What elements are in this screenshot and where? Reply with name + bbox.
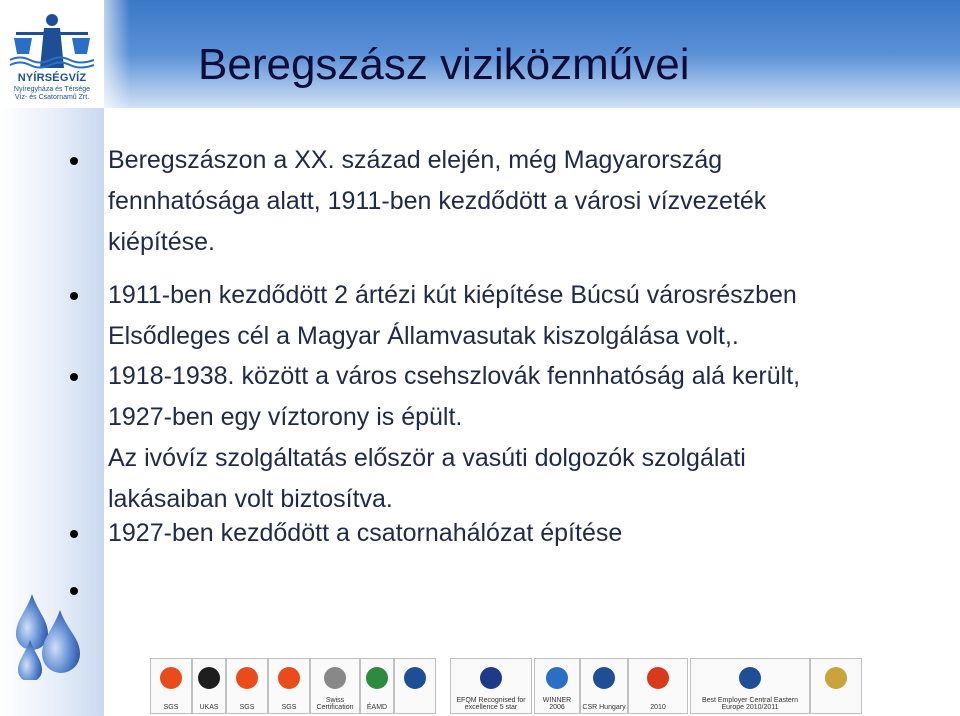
bullet-text-line: Elsődleges cél a Magyar Államvasutak kiszolgálása volt,. bbox=[108, 322, 739, 350]
bullet-text-line: kiépítése. bbox=[108, 228, 216, 256]
cert-mark bbox=[647, 667, 669, 689]
cert-mark bbox=[404, 667, 426, 689]
best-employer-icon bbox=[690, 658, 810, 714]
bullet-dot-icon bbox=[70, 530, 78, 538]
bullet-text-line: Beregszászon a XX. század elején, még Magyarország bbox=[108, 146, 723, 174]
logo-subtitle-line1: Nyíregyháza és Térsége bbox=[13, 86, 91, 93]
cert-mark bbox=[160, 667, 182, 689]
bullet-text-line: lakásaiban volt biztosítva. bbox=[108, 485, 393, 513]
eamd-icon bbox=[360, 658, 394, 714]
logo-name: NYÍRSÉGVÍZ bbox=[17, 72, 87, 84]
cert-label: CSR Hungary bbox=[582, 704, 626, 711]
cert-label: ÉAMD bbox=[366, 704, 388, 711]
bullet-text-line: 1927-ben egy víztorony is épült. bbox=[108, 403, 463, 431]
cert-mark bbox=[324, 667, 346, 689]
handwritten-logo-icon bbox=[394, 658, 436, 714]
csr-icon bbox=[580, 658, 628, 714]
cert-mark bbox=[236, 667, 258, 689]
cert-label: Swiss Certification bbox=[316, 697, 354, 711]
cert-label: EFQM Recognised for excellence 5 star bbox=[456, 697, 526, 711]
cert-mark bbox=[546, 667, 568, 689]
swiss-cert-icon bbox=[310, 658, 360, 714]
bullet-dot-icon bbox=[70, 292, 78, 300]
sgs-cert-icon bbox=[226, 658, 268, 714]
logo-subtitle-line2: Víz- és Csatornamű Zrt. bbox=[14, 94, 90, 101]
quality-award-icon bbox=[534, 658, 580, 714]
bullet-text-line: 1918-1938. között a város csehszlovák fennhatóság alá került, bbox=[108, 362, 801, 390]
ukas-cert-icon bbox=[192, 658, 226, 714]
bullet-dot-icon bbox=[70, 373, 78, 381]
sgs-cert-icon bbox=[150, 658, 192, 714]
cert-mark bbox=[278, 667, 300, 689]
cert-label: Best Employer Central Eastern Europe 2010/2011 bbox=[701, 697, 799, 711]
cert-mark bbox=[480, 667, 502, 689]
cert-mark bbox=[739, 667, 761, 689]
sgs-cert-icon bbox=[268, 658, 310, 714]
cert-mark bbox=[593, 667, 615, 689]
water-drops-icon bbox=[10, 590, 90, 680]
cert-mark bbox=[366, 667, 388, 689]
logo-subtitle bbox=[4, 86, 100, 102]
bullet-text-line: 1927-ben kezdődött a csatornahálózat építése bbox=[108, 519, 623, 547]
page-title: Beregszász viziközművei bbox=[198, 40, 690, 89]
efqm-icon bbox=[450, 658, 532, 714]
cert-mark bbox=[198, 667, 220, 689]
bullet-text-line: Az ivóvíz szolgáltatás először a vasúti dolgozók szolgálati bbox=[108, 444, 746, 472]
bullet-text-line: 1911-ben kezdődött 2 ártézi kút kiépítése Búcsú városrészben bbox=[108, 281, 797, 309]
cert-label: UKAS bbox=[199, 704, 219, 711]
round-seal-icon bbox=[810, 658, 862, 714]
cert-label: SGS bbox=[281, 704, 297, 711]
bullet-text-line: fennhatósága alatt, 1911-ben kezdődött a városi vízvezeték bbox=[108, 187, 767, 215]
cert-label: 2010 bbox=[650, 704, 666, 711]
cert-label: SGS bbox=[239, 704, 255, 711]
bullet-dot-icon bbox=[70, 157, 78, 165]
award-2010-icon bbox=[628, 658, 688, 714]
certification-logo-strip bbox=[150, 658, 960, 716]
cert-mark bbox=[825, 667, 847, 689]
cert-label: SGS bbox=[163, 704, 179, 711]
cert-label: WINNER 2006 bbox=[542, 697, 572, 711]
